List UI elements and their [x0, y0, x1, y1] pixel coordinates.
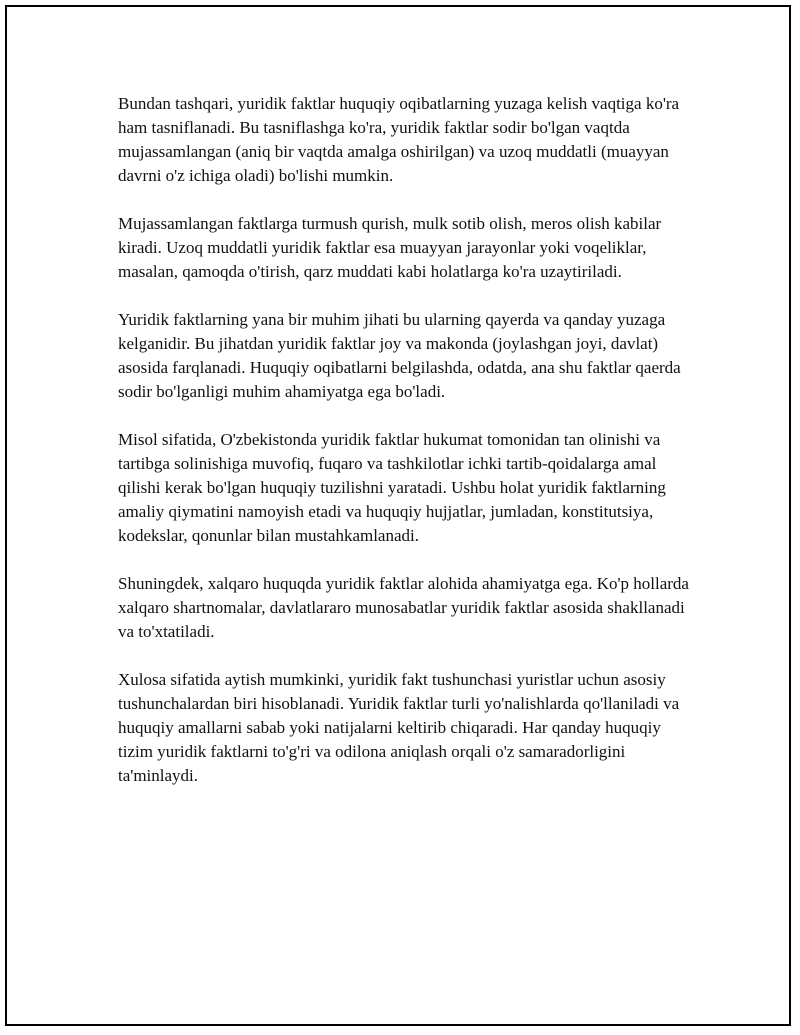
paragraph-2: Mujassamlangan faktlarga turmush qurish, mulk sotib olish, meros olish kabilar kiradi. Uzoq muddatli yuridik faktlar esa muayyan jarayonlar yoki voqeliklar, masalan, qamoqda o'tirish, qarz muddati kabi holatlarga ko'ra uzaytiriladi. [118, 214, 662, 281]
paragraph-3: Yuridik faktlarning yana bir muhim jihati bu ularning qayerda va qanday yuzaga kelganidir. Bu jihatdan yuridik faktlar joy va makonda (joylashgan joyi, davlat) asosida farqlanadi. Huquqiy oqibatlarni belgilashda, odatda, ana shu faktlar qaerda sodir bo'lganligi muhim ahamiyatga ega bo'ladi. [118, 310, 681, 401]
paragraph-1: Bundan tashqari, yuridik faktlar huquqiy oqibatlarning yuzaga kelish vaqtiga ko'ra ham tasniflanadi. Bu tasniflashga ko'ra, yuridik faktlar sodir bo'lgan vaqtda mujassamlangan (aniq bir vaqtda amalga oshirilgan) va uzoq muddatli (muayyan davrni o'z ichiga oladi) bo'lishi mumkin. [118, 94, 680, 185]
paragraph-5: Shuningdek, xalqaro huquqda yuridik faktlar alohida ahamiyatga ega. Ko'p hollarda xalqaro shartnomalar, davlatlararo munosabatlar yuridik faktlar asosida shakllanadi va to'xtatiladi. [118, 574, 689, 641]
paragraph-4: Misol sifatida, O'zbekistonda yuridik faktlar hukumat tomonidan tan olinishi va tartibga solinishiga muvofiq, fuqaro va tashkilotlar ichki tartib-qoidalarga amal qilishi kerak bo'lgan huquqiy tuzilishni yaratadi. Ushbu holat yuridik faktlarning amaliy qiymatini namoyish etadi va huquqiy hujjatlar, jumladan, konstitutsiya, kodekslar, qonunlar bilan mustahkamlanadi. [118, 430, 666, 545]
paragraph-6: Xulosa sifatida aytish mumkinki, yuridik fakt tushunchasi yuristlar uchun asosiy tushunchalardan biri hisoblanadi. Yuridik faktlar turli yo'nalishlarda qo'llaniladi va huquqiy amallarni sabab yoki natijalarni keltirib chiqaradi. Har qanday huquqiy tizim yuridik faktlarni to'g'ri va odilona aniqlash orqali o'z samaradorligini ta'minlaydi. [118, 670, 680, 785]
document-body [118, 92, 698, 812]
